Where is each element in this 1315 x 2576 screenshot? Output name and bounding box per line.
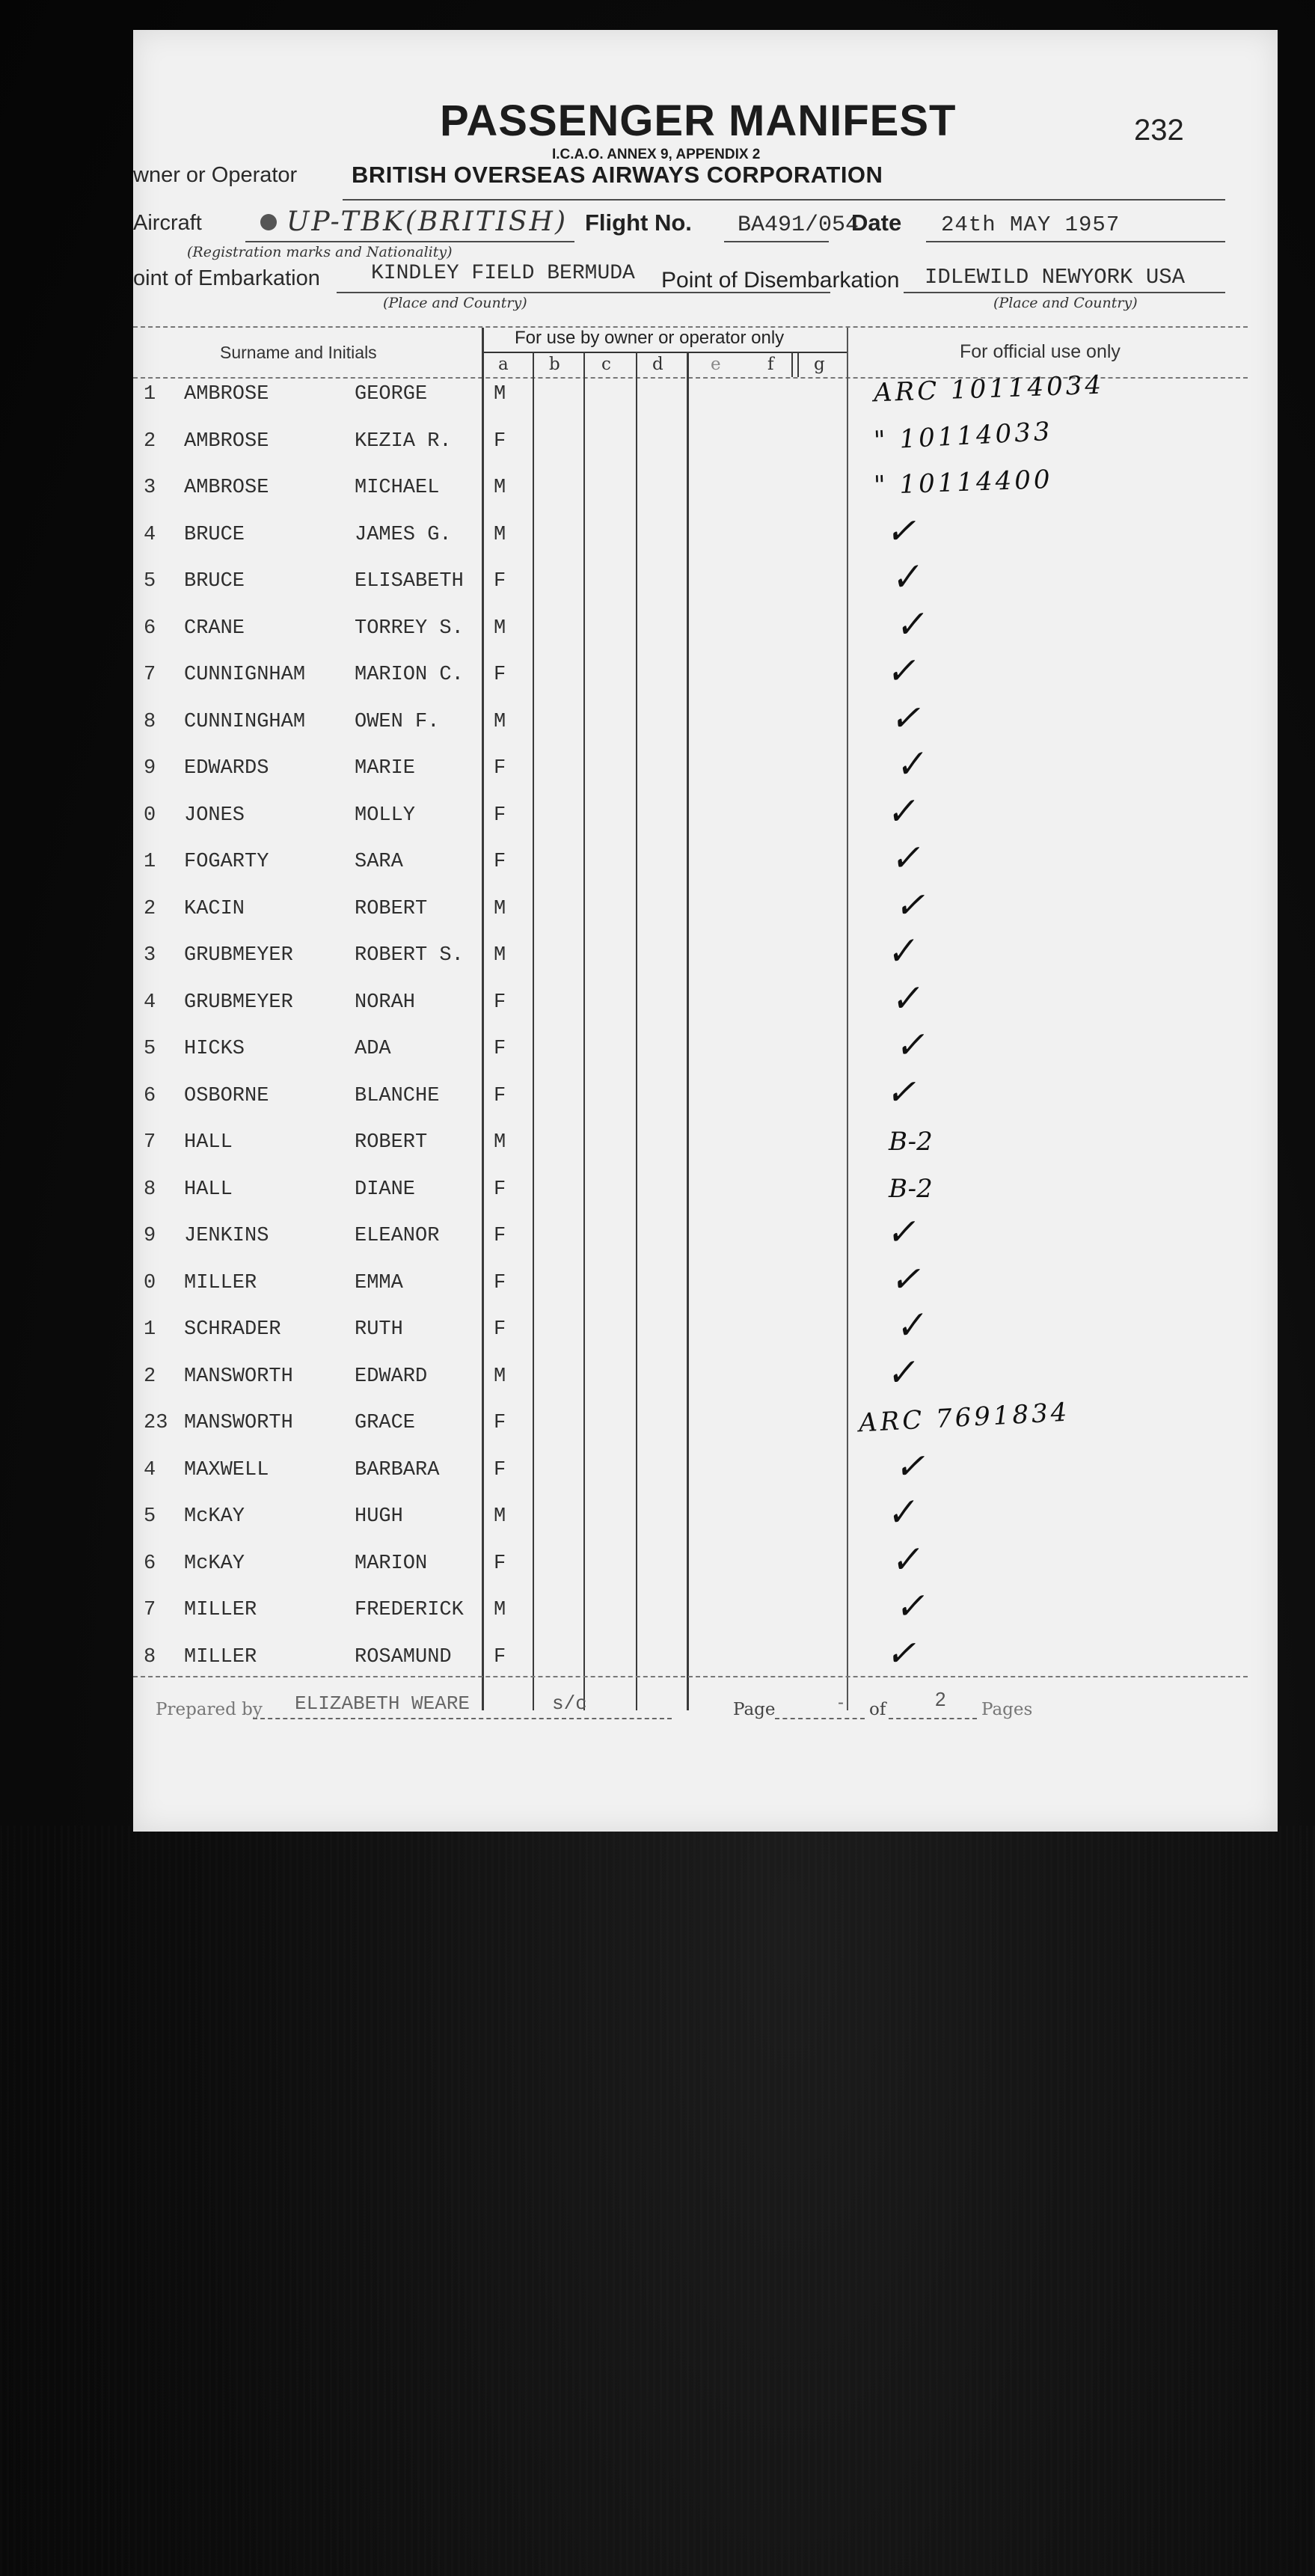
passenger-surname: CRANE <box>184 617 245 640</box>
date-rule <box>926 241 1225 242</box>
passenger-given-name: ELISABETH <box>355 570 464 593</box>
of-value: 2 <box>935 1688 946 1710</box>
passenger-row <box>133 976 1278 1038</box>
official-check-mark: ✓ <box>885 649 917 693</box>
passenger-surname: AMBROSE <box>184 477 269 499</box>
passenger-given-name: OWEN F. <box>355 710 440 733</box>
passenger-given-name: JAMES G. <box>355 523 452 546</box>
passenger-row <box>133 416 1278 477</box>
of-rule <box>889 1718 977 1719</box>
official-reference-mark: " 10114400 <box>873 464 1054 501</box>
row-number: 1 <box>144 1318 156 1341</box>
film-background <box>0 1826 1315 2576</box>
official-check-mark: ✓ <box>889 1258 921 1300</box>
passenger-sex: M <box>494 477 506 499</box>
passenger-row <box>133 697 1278 757</box>
subcol-f: f <box>767 355 774 374</box>
row-number: 7 <box>144 1599 156 1621</box>
passenger-given-name: GEORGE <box>355 383 428 406</box>
prepared-rule <box>253 1718 672 1719</box>
passenger-sex: F <box>494 1552 506 1575</box>
passenger-surname: MANSWORTH <box>184 1365 293 1388</box>
passenger-row <box>133 1490 1278 1552</box>
row-number: 3 <box>144 477 156 499</box>
row-number: 2 <box>144 897 156 920</box>
passenger-sex: F <box>494 429 506 453</box>
passenger-sex: F <box>494 664 506 686</box>
prepared-extra: s/c <box>552 1692 587 1715</box>
aircraft-note: (Registration marks and Nationality) <box>187 244 453 260</box>
page-label: Page <box>733 1700 776 1719</box>
passenger-given-name: MARION C. <box>355 664 464 686</box>
page-rule <box>775 1718 865 1719</box>
official-check-mark: ✓ <box>894 1024 926 1067</box>
passenger-given-name: ROBERT S. <box>355 944 464 967</box>
passenger-sex: M <box>494 523 506 546</box>
passenger-surname: BRUCE <box>184 570 245 593</box>
col-official-header: For official use only <box>960 341 1121 362</box>
row-number: 4 <box>144 991 156 1014</box>
col-surname-header: Surname and Initials <box>220 343 377 362</box>
official-visa-mark: B-2 <box>889 1173 933 1204</box>
passenger-sex: M <box>494 944 506 967</box>
owner-value: BRITISH OVERSEAS AIRWAYS CORPORATION <box>352 162 883 188</box>
disembark-value: IDLEWILD NEWYORK USA <box>925 265 1186 290</box>
row-number: 3 <box>144 944 156 967</box>
passenger-surname: KACIN <box>184 897 245 920</box>
flight-label: Flight No. <box>585 209 692 236</box>
passenger-sex: M <box>494 710 506 733</box>
passenger-sex: F <box>494 1038 506 1060</box>
official-check-mark: ✓ <box>885 1632 916 1674</box>
manifest-page <box>133 30 1278 1832</box>
row-number: 9 <box>144 1225 156 1247</box>
subcol-g: g <box>814 355 825 374</box>
passenger-surname: OSBORNE <box>184 1084 269 1107</box>
aircraft-value: UP-TBK(BRITISH) <box>286 206 568 237</box>
passenger-surname: CUNNIGNHAM <box>184 664 306 686</box>
passenger-row <box>133 884 1278 944</box>
passenger-given-name: FREDERICK <box>355 1599 464 1621</box>
owner-rule <box>343 199 1225 201</box>
official-check-mark: ✓ <box>894 1445 925 1487</box>
of-label: of <box>869 1700 886 1719</box>
row-number: 2 <box>144 429 156 453</box>
passenger-given-name: HUGH <box>355 1505 403 1528</box>
passenger-sex: F <box>494 851 506 873</box>
passenger-given-name: ROBERT <box>355 1131 428 1154</box>
passenger-sex: F <box>494 1458 506 1481</box>
passenger-sex: M <box>494 1131 506 1154</box>
passenger-row <box>133 1071 1278 1131</box>
passenger-surname: CUNNINGHAM <box>184 710 306 733</box>
disembark-place-note: (Place and Country) <box>993 295 1138 311</box>
row-number: 8 <box>144 710 156 733</box>
row-number: 8 <box>144 1178 156 1201</box>
official-check-mark: ✓ <box>894 884 925 926</box>
row-number: 6 <box>144 1084 156 1107</box>
row-number: 1 <box>144 851 156 873</box>
subcol-c: c <box>601 355 611 374</box>
pages-label: Pages <box>981 1700 1033 1719</box>
passenger-sex: F <box>494 991 506 1014</box>
passenger-row <box>133 1350 1278 1412</box>
disembark-rule <box>904 292 1225 293</box>
passenger-row <box>133 836 1278 897</box>
passenger-row <box>133 1024 1278 1084</box>
prepared-label: Prepared by <box>156 1700 263 1719</box>
passenger-row <box>133 649 1278 710</box>
row-number: 5 <box>144 1505 156 1528</box>
date-value: 24th MAY 1957 <box>941 212 1121 237</box>
flight-value: BA491/054 <box>738 212 859 238</box>
row-number: 6 <box>144 1552 156 1575</box>
page-number: 232 <box>1134 114 1184 147</box>
official-check-mark: ✓ <box>889 836 922 880</box>
official-check-mark: ✓ <box>892 1303 928 1349</box>
passenger-sex: F <box>494 1178 506 1201</box>
owner-label: wner or Operator <box>133 163 298 187</box>
row-number: 5 <box>144 1038 156 1060</box>
passenger-sex: F <box>494 1645 506 1668</box>
passenger-row <box>133 1211 1278 1271</box>
passenger-surname: SCHRADER <box>184 1318 281 1341</box>
divider-f-g <box>791 352 793 377</box>
official-check-mark: ✓ <box>892 741 928 788</box>
passenger-given-name: SARA <box>355 851 403 873</box>
passenger-row <box>133 1127 1278 1178</box>
official-check-mark: ✓ <box>887 554 923 601</box>
official-reference-mark: ARC 7691834 <box>858 1397 1071 1439</box>
official-visa-mark: B-2 <box>889 1127 933 1157</box>
passenger-given-name: MOLLY <box>355 804 416 827</box>
official-reference-mark: ARC 10114034 <box>873 370 1105 409</box>
passenger-row <box>133 1537 1278 1599</box>
passenger-given-name: ROSAMUND <box>355 1645 452 1668</box>
official-check-mark: ✓ <box>883 1350 918 1395</box>
col-owner-header: For use by owner or operator only <box>515 328 785 348</box>
official-reference-mark: " 10114033 <box>873 416 1054 456</box>
passenger-given-name: GRACE <box>355 1412 416 1434</box>
row-number: 4 <box>144 1458 156 1481</box>
aircraft-rule <box>245 241 574 242</box>
official-check-mark: ✓ <box>883 1490 919 1536</box>
row-number: 6 <box>144 617 156 640</box>
passenger-given-name: BLANCHE <box>355 1084 440 1107</box>
passenger-surname: EDWARDS <box>184 757 269 780</box>
passenger-sex: F <box>494 570 506 593</box>
page-value: - <box>838 1692 844 1713</box>
passenger-sex: M <box>494 383 506 406</box>
row-number: 4 <box>144 523 156 546</box>
passenger-sex: M <box>494 617 506 640</box>
passenger-given-name: MARIE <box>355 757 416 780</box>
subcol-d: d <box>652 355 663 374</box>
passenger-sex: F <box>494 757 506 780</box>
passenger-surname: McKAY <box>184 1505 245 1528</box>
passenger-row <box>133 1585 1278 1645</box>
passenger-sex: M <box>494 897 506 920</box>
passenger-row <box>133 789 1278 851</box>
official-check-mark: ✓ <box>883 789 918 834</box>
passenger-given-name: EMMA <box>355 1271 403 1294</box>
row-number: 1 <box>144 383 156 406</box>
passenger-given-name: MICHAEL <box>355 477 440 499</box>
passenger-row <box>133 1258 1278 1318</box>
row-number: 8 <box>144 1645 156 1668</box>
passenger-given-name: ELEANOR <box>355 1225 440 1247</box>
passenger-given-name: EDWARD <box>355 1365 428 1388</box>
divider-g <box>797 352 799 377</box>
official-check-mark: ✓ <box>885 1071 916 1113</box>
row-number: 9 <box>144 757 156 780</box>
date-label: Date <box>851 209 902 236</box>
passenger-sex: F <box>494 1225 506 1247</box>
row-number: 5 <box>144 570 156 593</box>
row-number: 0 <box>144 804 156 827</box>
passenger-sex: F <box>494 1084 506 1107</box>
passenger-given-name: KEZIA R. <box>355 429 452 453</box>
passenger-surname: AMBROSE <box>184 383 269 406</box>
prepared-value: ELIZABETH WEARE <box>295 1692 470 1715</box>
official-check-mark: ✓ <box>892 602 927 647</box>
official-check-mark: ✓ <box>888 976 922 1021</box>
passenger-given-name: MARION <box>355 1552 428 1575</box>
passenger-sex: F <box>494 1271 506 1294</box>
official-check-mark: ✓ <box>889 697 921 739</box>
passenger-surname: JENKINS <box>184 1225 269 1247</box>
embark-value: KINDLEY FIELD BERMUDA <box>371 262 635 285</box>
official-check-mark: ✓ <box>888 1537 922 1582</box>
disembark-label: Point of Disembarkation <box>661 268 900 293</box>
passenger-sex: F <box>494 1412 506 1434</box>
official-check-mark: ✓ <box>894 1585 926 1628</box>
subcol-e: e <box>711 355 721 374</box>
passenger-given-name: ROBERT <box>355 897 428 920</box>
passenger-given-name: DIANE <box>355 1178 416 1201</box>
passenger-row <box>133 602 1278 664</box>
passenger-sex: M <box>494 1599 506 1621</box>
passenger-row <box>133 1397 1278 1458</box>
aircraft-mark-icon <box>260 214 277 230</box>
passenger-row <box>133 928 1278 991</box>
passenger-row <box>133 1173 1278 1225</box>
passenger-surname: HALL <box>184 1131 233 1154</box>
passenger-surname: HICKS <box>184 1038 245 1060</box>
passenger-row <box>133 741 1278 804</box>
passenger-row <box>133 1445 1278 1505</box>
subcol-b: b <box>549 355 560 374</box>
page-subtitle: I.C.A.O. ANNEX 9, APPENDIX 2 <box>552 147 761 162</box>
passenger-surname: FOGARTY <box>184 851 269 873</box>
passenger-row <box>133 1632 1278 1692</box>
official-check-mark: ✓ <box>883 928 919 975</box>
official-check-mark: ✓ <box>885 1211 917 1254</box>
passenger-row <box>133 464 1278 523</box>
official-check-mark: ✓ <box>885 510 916 552</box>
passenger-surname: HALL <box>184 1178 233 1201</box>
passenger-surname: MILLER <box>184 1271 257 1294</box>
passenger-given-name: ADA <box>355 1038 391 1060</box>
passenger-surname: MILLER <box>184 1645 257 1668</box>
passenger-surname: MILLER <box>184 1599 257 1621</box>
passenger-row <box>133 370 1278 429</box>
passenger-surname: MANSWORTH <box>184 1412 293 1434</box>
passenger-sex: F <box>494 1318 506 1341</box>
passenger-surname: AMBROSE <box>184 429 269 453</box>
passenger-given-name: BARBARA <box>355 1458 440 1481</box>
embark-label: oint of Embarkation <box>133 266 320 290</box>
passenger-given-name: TORREY S. <box>355 617 464 640</box>
page-title: PASSENGER MANIFEST <box>440 97 957 145</box>
passenger-row <box>133 510 1278 570</box>
aircraft-label: Aircraft <box>133 211 202 235</box>
passenger-row <box>133 1303 1278 1365</box>
passenger-given-name: NORAH <box>355 991 416 1014</box>
flight-rule <box>724 241 829 242</box>
embark-place-note: (Place and Country) <box>383 295 527 311</box>
row-number: 2 <box>144 1365 156 1388</box>
passenger-sex: M <box>494 1365 506 1388</box>
passenger-row <box>133 554 1278 617</box>
passenger-given-name: RUTH <box>355 1318 403 1341</box>
row-number: 7 <box>144 664 156 686</box>
passenger-surname: McKAY <box>184 1552 245 1575</box>
passenger-surname: GRUBMEYER <box>184 944 293 967</box>
row-number: 0 <box>144 1271 156 1294</box>
passenger-surname: JONES <box>184 804 245 827</box>
subcol-a: a <box>498 355 509 374</box>
passenger-sex: M <box>494 1505 506 1528</box>
table-bottom-rule <box>133 1676 1248 1677</box>
row-number: 7 <box>144 1131 156 1154</box>
passenger-surname: MAXWELL <box>184 1458 269 1481</box>
passenger-surname: GRUBMEYER <box>184 991 293 1014</box>
row-number: 23 <box>144 1412 168 1434</box>
passenger-sex: F <box>494 804 506 827</box>
passenger-surname: BRUCE <box>184 523 245 546</box>
